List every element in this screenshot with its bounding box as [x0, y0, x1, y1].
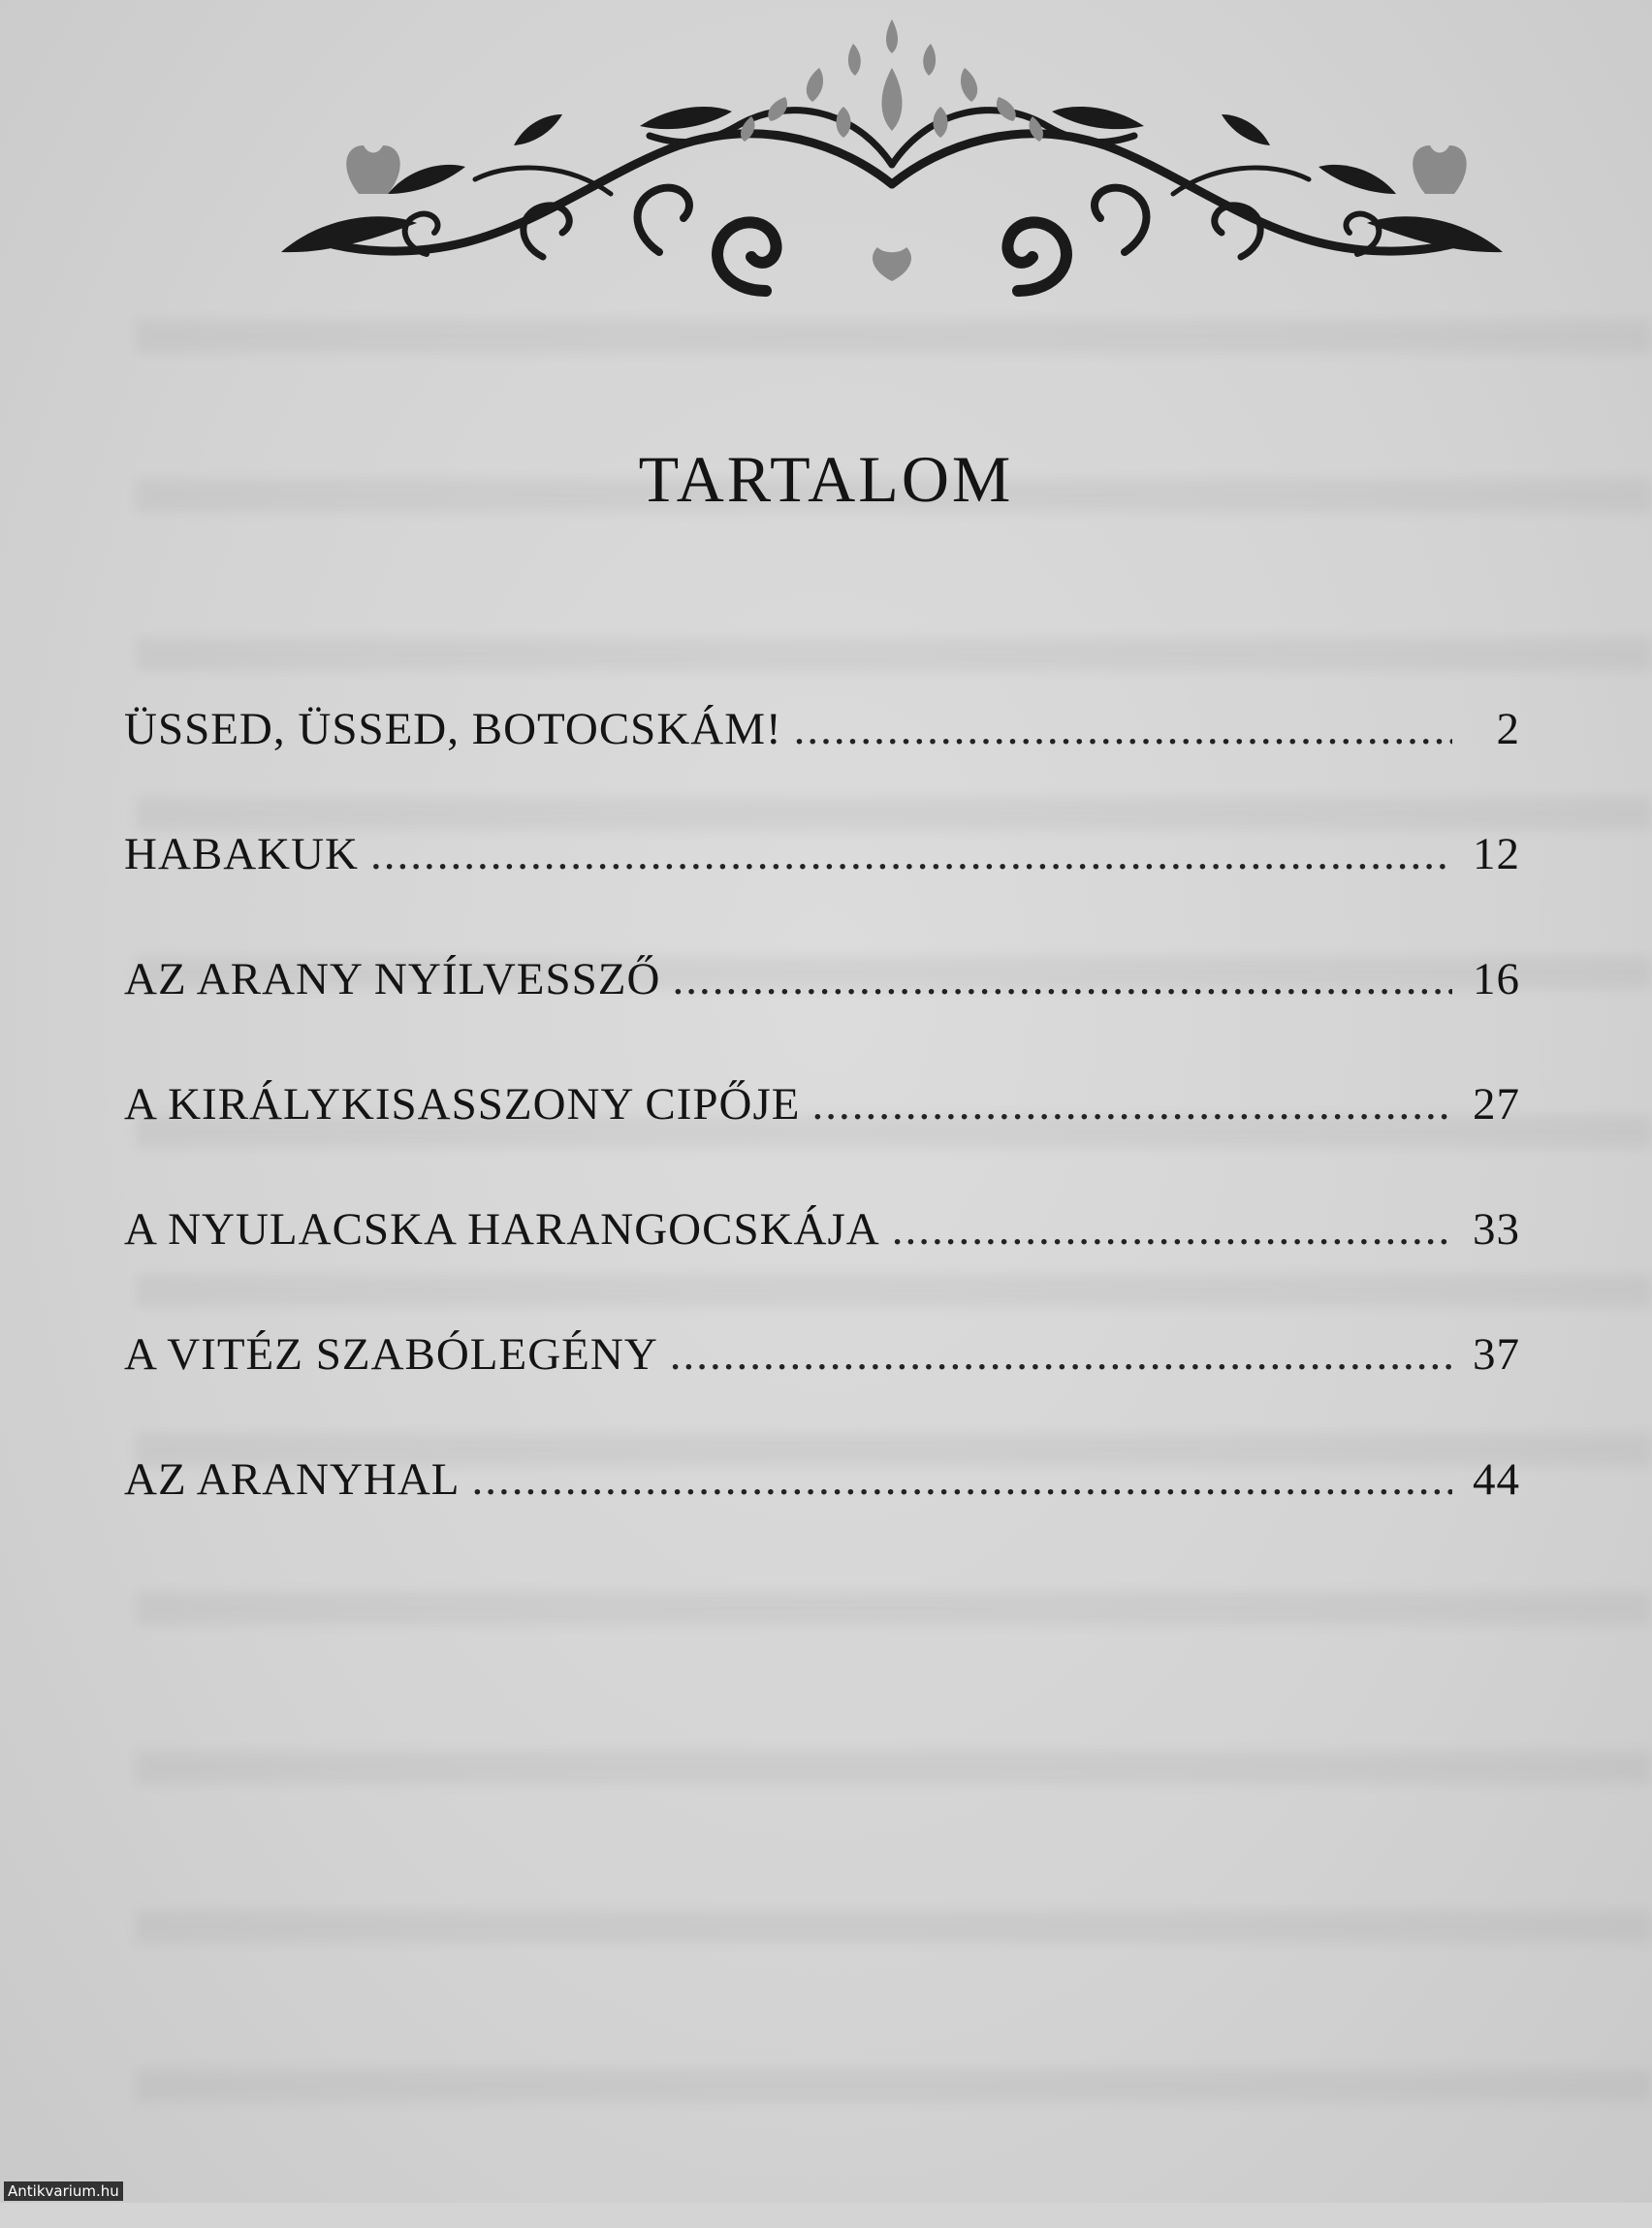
table-of-contents	[124, 703, 1520, 1578]
toc-entry-title: A VITÉZ SZABÓLEGÉNY	[124, 1329, 658, 1380]
dot-leader	[670, 1328, 1452, 1381]
dot-leader	[812, 1078, 1452, 1130]
dot-leader	[472, 1453, 1452, 1506]
toc-entry	[124, 1328, 1520, 1453]
toc-entry-title: ÜSSED, ÜSSED, BOTOCSKÁM!	[124, 704, 782, 754]
contents-heading: TARTALOM	[638, 442, 1014, 516]
toc-entry	[124, 953, 1520, 1078]
toc-entry-page: 37	[1473, 1329, 1520, 1380]
toc-entry	[124, 828, 1520, 953]
toc-entry-title: HABAKUK	[124, 829, 359, 879]
toc-entry	[124, 1203, 1520, 1328]
toc-entry-page: 16	[1473, 954, 1520, 1004]
floral-scroll-ornament-icon	[223, 0, 1561, 310]
toc-entry	[124, 703, 1520, 828]
toc-entry-title: A KIRÁLYKISASSZONY CIPŐJE	[124, 1079, 801, 1130]
dot-leader	[370, 828, 1452, 880]
dot-leader	[672, 953, 1452, 1005]
dot-leader	[794, 703, 1452, 755]
toc-entry	[124, 1078, 1520, 1203]
toc-entry-page: 44	[1473, 1454, 1520, 1505]
toc-entry-title: A NYULACSKA HARANGOCSKÁJA	[124, 1204, 880, 1255]
toc-entry-title: AZ ARANY NYÍLVESSZŐ	[124, 954, 661, 1004]
toc-entry-page: 27	[1473, 1079, 1520, 1130]
toc-entry-page: 2	[1496, 704, 1520, 754]
toc-entry	[124, 1453, 1520, 1578]
watermark-label: Antikvarium.hu	[4, 2181, 123, 2201]
toc-entry-page: 33	[1473, 1204, 1520, 1255]
toc-entry-title: AZ ARANYHAL	[124, 1454, 461, 1505]
toc-entry-page: 12	[1473, 829, 1520, 879]
dot-leader	[892, 1203, 1452, 1256]
